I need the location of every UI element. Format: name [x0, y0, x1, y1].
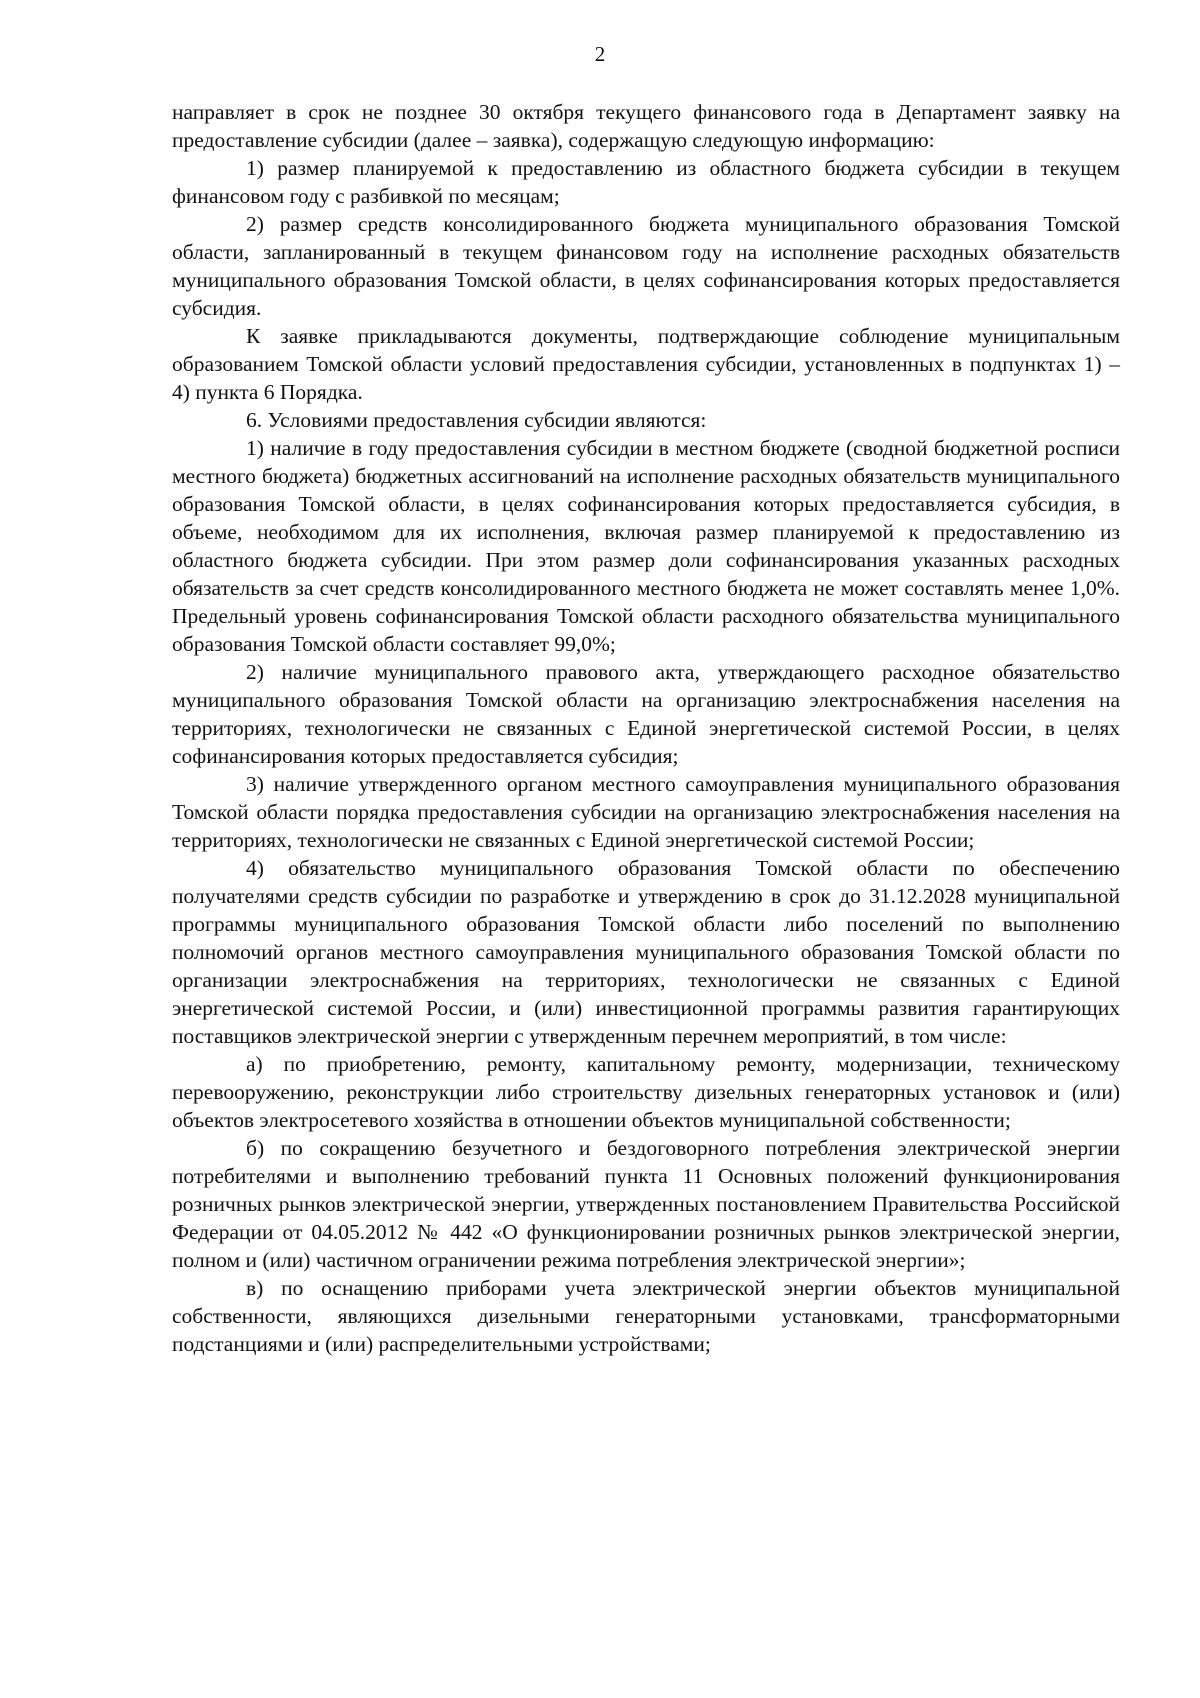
document-body — [172, 98, 1120, 1358]
paragraph-subitem-b: б) по сокращению безучетного и бездоговорного потребления электрической энергии потребителями и выполнению требований пункта 11 Основных положений функционирования розничных рынков электрической энергии, утвержденных постановлением Правительства Российской Федерации от 04.05.2012 № 442 «О функционировании розничных рынков электрической энергии, полном и (или) частичном ограничении режима потребления электрической энергии»; — [172, 1136, 1120, 1272]
page-number: 2 — [594, 42, 606, 66]
paragraph-item-1: 1) размер планируемой к предоставлению из областного бюджета субсидии в текущем финансовом году с разбивкой по месяцам; — [172, 156, 1120, 208]
paragraph-subitem-a: а) по приобретению, ремонту, капитальному ремонту, модернизации, техническому перевооружению, реконструкции либо строительству дизельных генераторных установок и (или) объектов электросетевого хозяйства в отношении объектов муниципальной собственности; — [172, 1052, 1120, 1132]
paragraph-condition-4: 4) обязательство муниципального образования Томской области по обеспечению получателями средств субсидии по разработке и утверждению в срок до 31.12.2028 муниципальной программы муниципального образования Томской области либо поселений по выполнению полномочий органов местного самоуправления муниципального образования Томской области по организации электроснабжения на территориях, технологически не связанных с Единой энергетической системой России, и (или) инвестиционной программы развития гарантирующих поставщиков электрической энергии с утвержденным перечнем мероприятий, в том числе: — [172, 856, 1120, 1048]
paragraph-subitem-v: в) по оснащению приборами учета электрической энергии объектов муниципальной собственности, являющихся дизельными генераторными установками, трансформаторными подстанциями и (или) распределительными устройствами; — [172, 1276, 1120, 1356]
paragraph-continuation: направляет в срок не позднее 30 октября текущего финансового года в Департамент заявку на предоставление субсидии (далее – заявка), содержащую следующую информацию: — [172, 100, 1120, 152]
paragraph-condition-2: 2) наличие муниципального правового акта, утверждающего расходное обязательство муниципального образования Томской области на организацию электроснабжения населения на территориях, технологически не связанных с Единой энергетической системой России, в целях софинансирования которых предоставляется субсидия; — [172, 660, 1120, 768]
paragraph-condition-1: 1) наличие в году предоставления субсидии в местном бюджете (сводной бюджетной росписи местного бюджета) бюджетных ассигнований на исполнение расходных обязательств муниципального образования Томской области, в целях софинансирования которых предоставляется субсидия, в объеме, необходимом для их исполнения, включая размер планируемой к предоставлению из областного бюджета субсидии. При этом размер доли софинансирования указанных расходных обязательств за счет средств консолидированного местного бюджета не может составлять менее 1,0%. Предельный уровень софинансирования Томской области расходного обязательства муниципального образования Томской области составляет 99,0%; — [172, 436, 1120, 656]
paragraph-section-6: 6. Условиями предоставления субсидии являются: — [246, 408, 707, 432]
paragraph-attachments: К заявке прикладываются документы, подтверждающие соблюдение муниципальным образованием Томской области условий предоставления субсидии, установленных в подпунктах 1) – 4) пункта 6 Порядка. — [172, 324, 1120, 404]
paragraph-item-2: 2) размер средств консолидированного бюджета муниципального образования Томской области, запланированный в текущем финансовом году на исполнение расходных обязательств муниципального образования Томской области, в целях софинансирования которых предоставляется субсидия. — [172, 212, 1120, 320]
paragraph-condition-3: 3) наличие утвержденного органом местного самоуправления муниципального образования Томской области порядка предоставления субсидии на организацию электроснабжения населения на территориях, технологически не связанных с Единой энергетической системой России; — [172, 772, 1120, 852]
